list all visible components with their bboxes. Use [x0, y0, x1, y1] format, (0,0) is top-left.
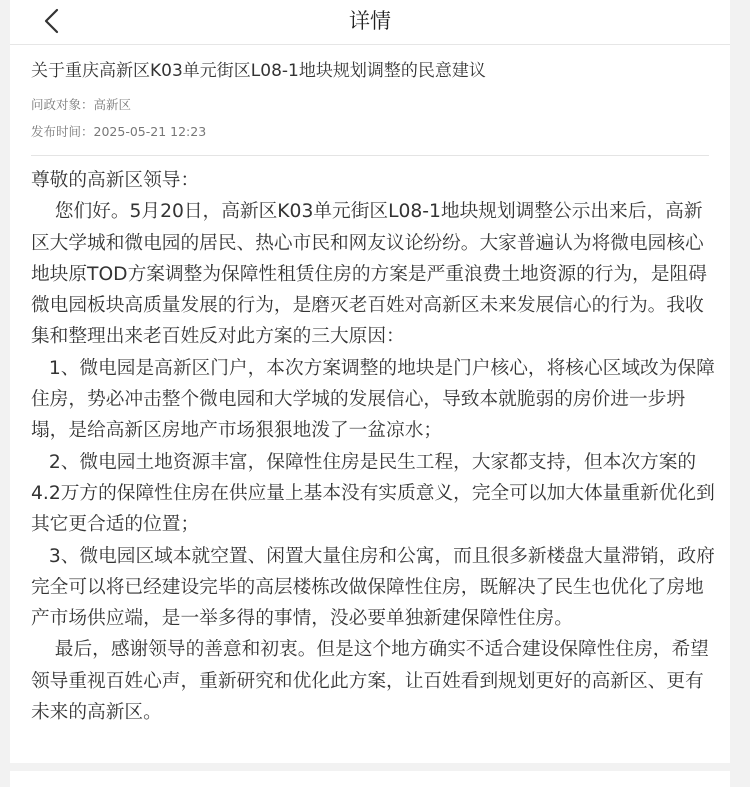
body-paragraph: 您们好。5月20日，高新区K03单元街区L08-1地块规划调整公示出来后，高新区大学城和微电园的居民、热心市民和网友议论纷纷。大家普遍认为将微电园核心地块原TOD方案调整为保障性租赁住房的方案是严重浪费土地资源的行为，是阻碍微电园板块高质量发展的行为，是磨灭老百姓对高新区未来发展信心的行为。我收集和整理出来老百姓反对此方案的三大原因： — [31, 201, 707, 348]
body-paragraph: 1、微电园是高新区门户，本次方案调整的地块是门户核心，将核心区域改为保障住房，势必冲击整个微电园和大学城的发展信心，导致本就脆弱的房价进一步坍塌，是给高新区房地产市场狠狠地泼了一盆凉水； — [31, 357, 715, 442]
target-row — [31, 96, 131, 114]
top-nav-bar — [10, 0, 730, 45]
article-title: 关于重庆高新区K03单元街区L08-1地块规划调整的民意建议 — [31, 61, 486, 81]
target-label: 问政对象： — [31, 97, 94, 112]
article-body — [31, 165, 715, 728]
detail-page — [10, 0, 730, 763]
body-paragraph: 3、微电园区域本就空置、闲置大量住房和公寓，而且很多新楼盘大量滞销，政府完全可以将已经建设完毕的高层楼栋改做保障性住房，既解决了民生也优化了房地产市场供应端，是一举多得的事情，没必要单独新建保障性住房。 — [31, 545, 715, 630]
divider — [31, 155, 709, 156]
page-title: 详情 — [349, 9, 391, 33]
publish-time-value: 2025-05-21 12:23 — [93, 124, 207, 139]
target-value: 高新区 — [93, 97, 132, 112]
publish-time-label: 发布时间： — [31, 124, 94, 139]
body-paragraph: 尊敬的高新区领导： — [31, 170, 200, 191]
next-section-panel — [10, 771, 730, 787]
publish-time-row — [31, 123, 206, 141]
body-paragraph: 最后，感谢领导的善意和初衷。但是这个地方确实不适合建设保障性住房，希望领导重视百姓心声，重新研究和优化此方案，让百姓看到规划更好的高新区、更有未来的高新区。 — [31, 639, 709, 724]
body-paragraph: 2、微电园土地资源丰富，保障性住房是民生工程，大家都支持，但本次方案的4.2万方的保障性住房在供应量上基本没有实质意义，完全可以加大体量重新优化到其它更合适的位置； — [31, 451, 715, 536]
